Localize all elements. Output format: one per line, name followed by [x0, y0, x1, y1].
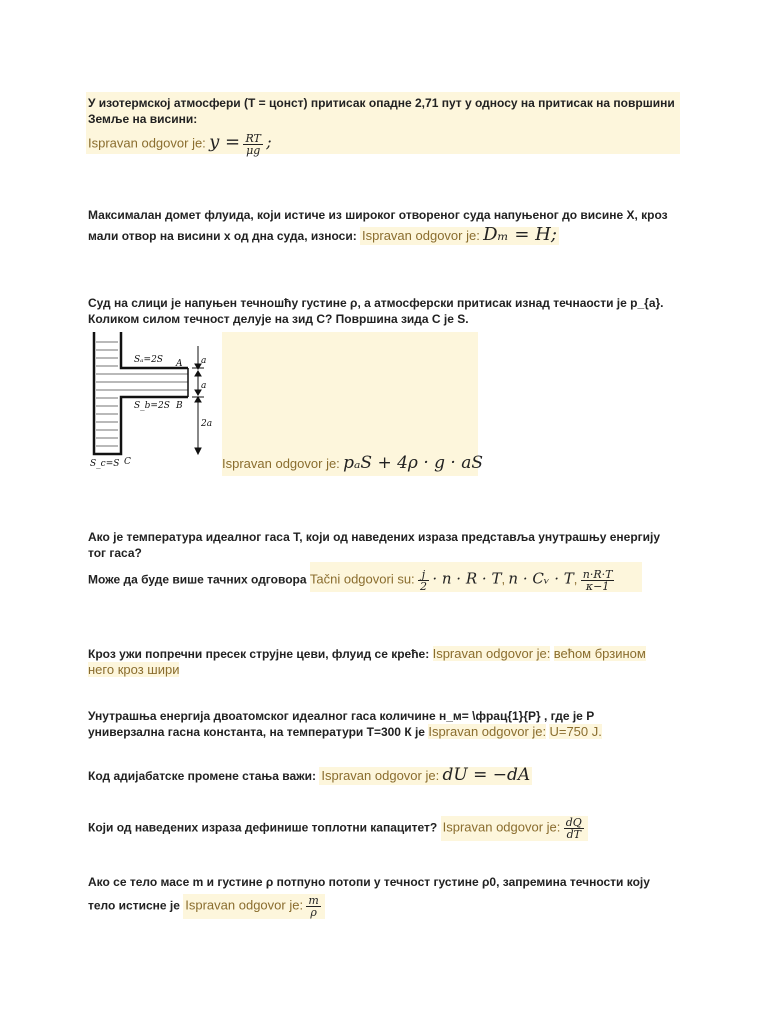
answer-6-label: Ispravan odgovor je:	[428, 724, 547, 739]
question-6	[88, 708, 688, 740]
answer-1-fraction	[243, 133, 262, 156]
answer-9-denominator: ρ	[310, 906, 317, 919]
question-2-line-1: Максималан домет флуида, који истиче из широког отвореног суда напуњеног до висине Х, кроз	[88, 208, 668, 222]
answer-3-label: Ispravan odgovor je:	[222, 456, 340, 471]
answer-7-formula: dU = −dA	[442, 765, 531, 785]
answer-1-numerator: RT	[245, 132, 261, 145]
question-9-line-2: тело истисне је	[88, 898, 180, 913]
label-C: C	[124, 457, 131, 467]
question-3	[88, 295, 688, 327]
answer-3-formula: pₐS + 4ρ · g · aS	[343, 453, 484, 473]
answer-4-fraction-1	[418, 569, 429, 592]
question-8-text: Који од наведених израза дефинише топлотни капацитет?	[88, 820, 438, 835]
answer-5-part-2: него кроз шири	[88, 662, 180, 677]
question-4-line-1: Ако је температура идеалног гаса Т, који од наведених израза представља унутрашњу енергију	[88, 530, 661, 544]
label-a-mid: a	[201, 381, 207, 391]
answer-1-label: Ispravan odgovor je:	[88, 135, 206, 151]
answer-8-denominator: dT	[566, 828, 581, 841]
question-6-line-2: универзална гасна константа, на температури Т=300 К је	[88, 725, 425, 739]
question-3-line-1: Суд на слици је напуњен течношћу густине ρ, а атмосферски притисак изнад течнаости је p_{a}.	[88, 296, 664, 310]
answer-9-numerator: m	[308, 894, 319, 907]
figure-labels	[90, 355, 212, 469]
question-4-line-2: тог гаса?	[88, 546, 142, 560]
answer-4-formula-2: n · Cᵥ · T	[508, 569, 574, 588]
answer-1-formula-tail: ;	[266, 132, 272, 152]
answer-8-numerator: dQ	[565, 816, 582, 829]
question-4	[88, 529, 688, 561]
answer-5-label: Ispravan odgovor je:	[432, 646, 551, 661]
question-5	[88, 646, 688, 678]
answer-4-separator-2: ,	[573, 571, 578, 587]
answer-4-f1-numerator: j	[418, 569, 429, 581]
answer-4-f3-numerator: n·R·T	[582, 568, 613, 581]
question-9-line-1: Ако се тело масе m и густине ρ потпуно потопи у течност густине ρ0, запремина течности коју	[88, 875, 650, 889]
answer-7	[319, 767, 532, 785]
label-A: A	[176, 359, 183, 369]
answer-9-label: Ispravan odgovor je:	[185, 897, 304, 913]
answer-8-fraction	[564, 817, 584, 840]
question-5-text: Кроз ужи попречни пресек струјне цеви, флуид се креће:	[88, 647, 430, 661]
question-2-line-2: мали отвор на висини х од дна суда, износи:	[88, 229, 357, 243]
answer-4-label: Tačni odgovori su:	[309, 571, 415, 587]
answer-2-formula: Dₘ = H;	[483, 224, 557, 245]
label-s-a: Sₐ=2S	[134, 355, 163, 365]
vessel-figure	[84, 328, 224, 470]
answer-4-f1-tail: · n · R · T	[432, 569, 502, 588]
question-1	[88, 95, 684, 127]
question-1-text: У изотермској атмосфери (Т = цонст) притисак опадне 2,71 пут у односу на притисак на површини Земље на висини:	[88, 96, 675, 126]
question-2-line-2-row	[88, 224, 688, 245]
label-2a: 2a	[201, 419, 213, 429]
answer-9	[183, 894, 325, 919]
answer-6-value: U=750 J.	[549, 724, 602, 739]
answer-3	[222, 455, 483, 472]
label-s-c: S_c=S	[90, 459, 120, 469]
answer-4-f3-denominator: κ−1	[585, 580, 610, 593]
answer-2-label: Ispravan odgovor je:	[362, 228, 480, 243]
answer-4-fraction-3	[581, 569, 615, 592]
answer-8	[441, 816, 588, 841]
question-4-line-3: Може да буде више тачних одговора	[88, 572, 307, 587]
question-2	[88, 207, 688, 244]
question-6-line-1: Унутрашња енергија двоатомског идеалног гаса количине н_м= \фрац{1}{P} , где је P	[88, 709, 595, 723]
question-7-text: Код адијабатске промене стања важи:	[88, 769, 317, 783]
answer-4	[88, 569, 614, 592]
answer-1	[88, 133, 272, 156]
answer-8-label: Ispravan odgovor je:	[442, 819, 561, 835]
answer-7-label: Ispravan odgovor je:	[321, 768, 440, 783]
label-s-b: S_b=2S	[134, 401, 170, 411]
question-8	[88, 816, 688, 841]
answer-1-denominator: μg	[246, 144, 261, 157]
answer-4-separator-1: ,	[501, 571, 506, 587]
answer-2	[360, 224, 559, 245]
answer-4-f1-denominator: 2	[420, 580, 427, 593]
answer-9-fraction	[306, 895, 320, 918]
question-9	[88, 874, 688, 919]
question-6-line-2-row	[88, 724, 688, 740]
answer-5-part-1: већом брзином	[553, 646, 646, 661]
label-B: B	[176, 401, 183, 411]
question-7	[88, 767, 688, 784]
label-a-top: a	[201, 356, 207, 366]
question-9-line-2-row	[88, 894, 688, 919]
question-3-line-2: Коликом силом течност делује на зид C? Површина зида C је S.	[88, 312, 469, 326]
answer-1-formula-lhs: y =	[209, 131, 241, 153]
